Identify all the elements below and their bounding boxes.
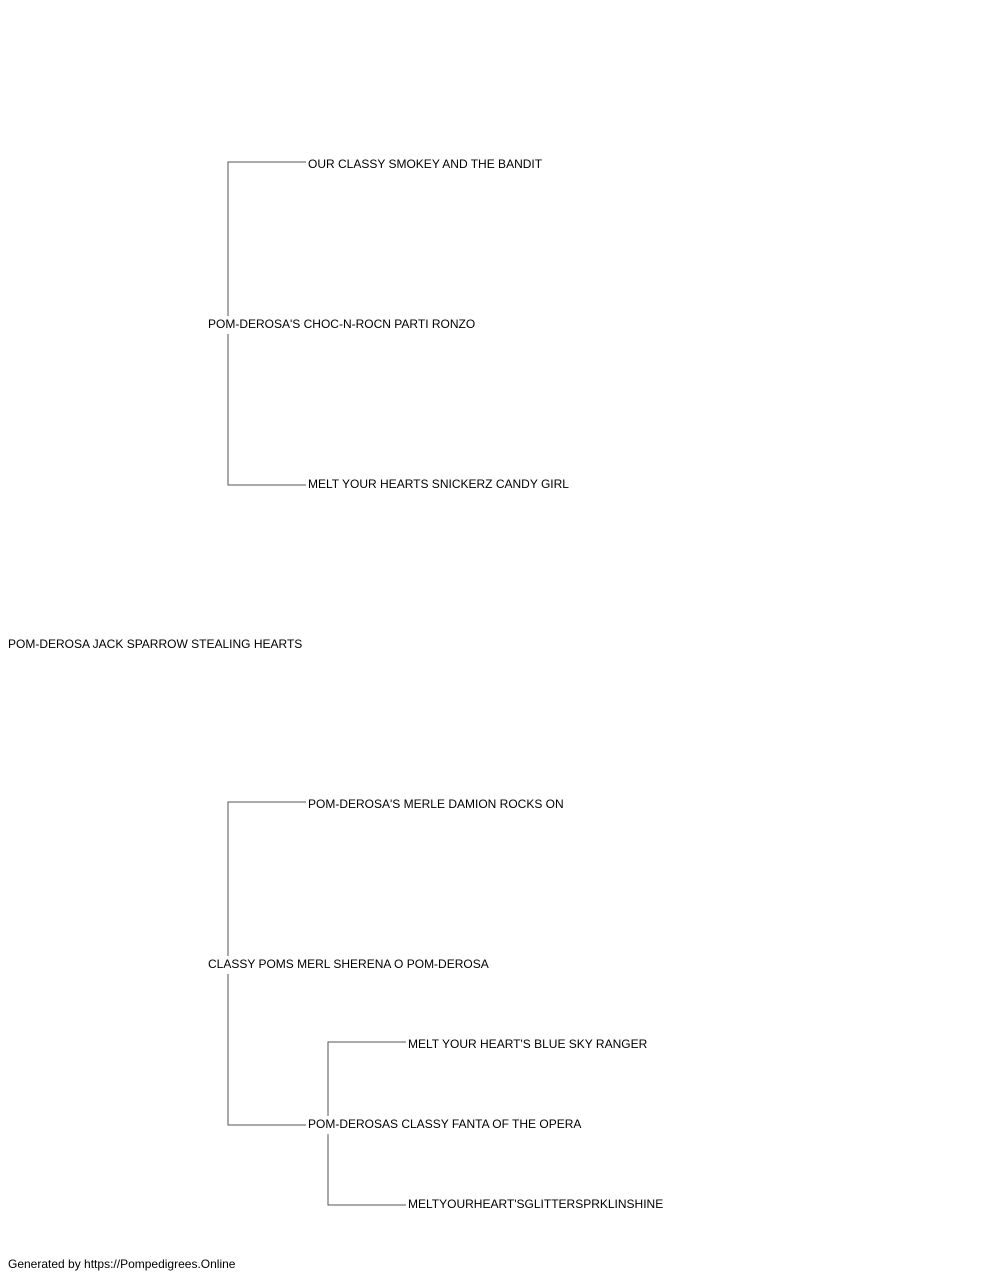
sire-dam-name: MELT YOUR HEARTS SNICKERZ CANDY GIRL bbox=[308, 477, 569, 491]
connector-sire-to-sire-sire bbox=[228, 162, 306, 316]
connector-dam-dam-to-dam-dam-dam bbox=[328, 1134, 406, 1205]
dam-dam-sire-name: MELT YOUR HEART'S BLUE SKY RANGER bbox=[408, 1037, 648, 1051]
connector-dam-dam-to-dam-dam-sire bbox=[328, 1042, 406, 1116]
dam-name: CLASSY POMS MERL SHERENA O POM-DEROSA bbox=[208, 957, 489, 971]
dam-dam-dam-name: MELTYOURHEART'SGLITTERSPRKLINSHINE bbox=[408, 1197, 664, 1211]
generator-credit: Generated by https://Pompedigrees.Online bbox=[8, 1257, 236, 1271]
connector-sire-to-sire-dam bbox=[228, 334, 306, 485]
connector-dam-to-dam-sire bbox=[228, 802, 306, 956]
connector-dam-to-dam-dam bbox=[228, 974, 306, 1125]
sire-sire-name: OUR CLASSY SMOKEY AND THE BANDIT bbox=[308, 157, 543, 171]
dam-dam-name: POM-DEROSAS CLASSY FANTA OF THE OPERA bbox=[308, 1117, 582, 1131]
dam-sire-name: POM-DEROSA'S MERLE DAMION ROCKS ON bbox=[308, 797, 564, 811]
subject-name: POM-DEROSA JACK SPARROW STEALING HEARTS bbox=[8, 637, 303, 651]
sire-name: POM-DEROSA'S CHOC-N-ROCN PARTI RONZO bbox=[208, 317, 476, 331]
